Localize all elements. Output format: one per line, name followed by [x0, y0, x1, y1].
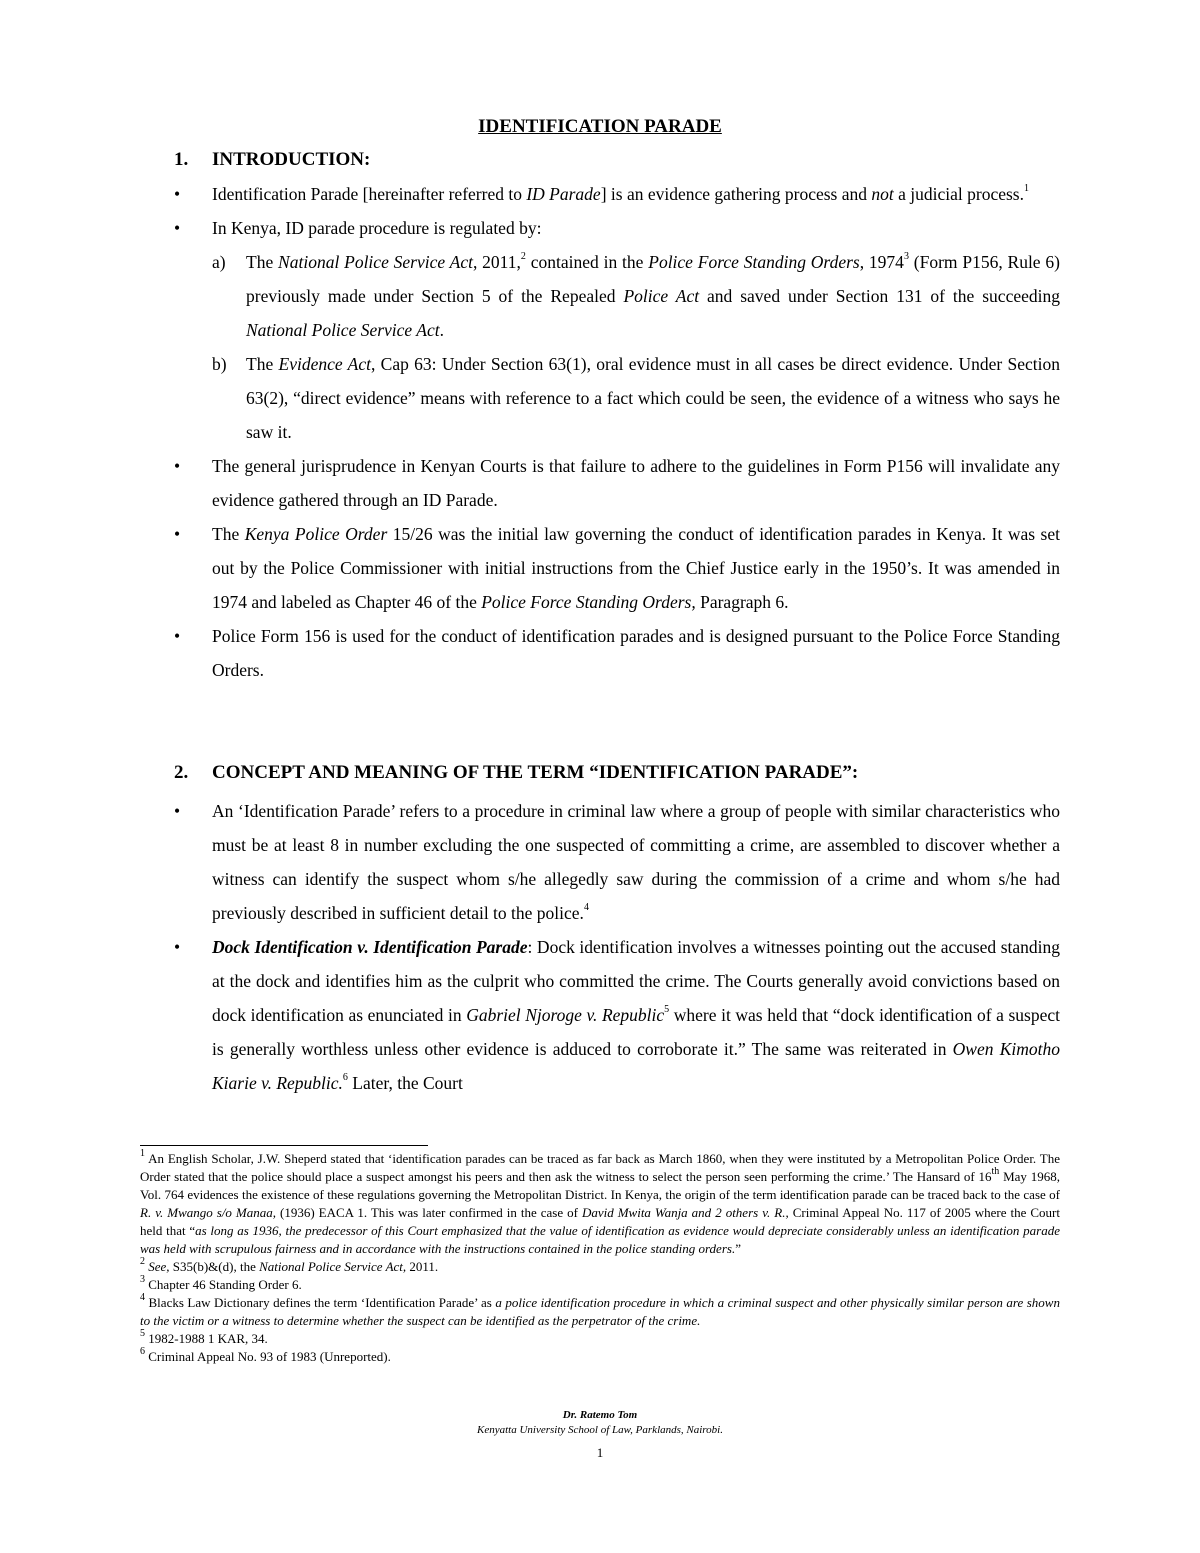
footnote-ref[interactable]: 2 [520, 251, 526, 263]
sub-item-label: b) [212, 354, 227, 374]
page-number: 1 [596, 1445, 604, 1460]
bullet-icon: • [174, 184, 181, 204]
footnote-6: $^6$ Criminal Appeal No. 93 of 1983 (Unreported). [140, 1345, 391, 1364]
section-number: 1. [174, 149, 189, 170]
footnote-separator [140, 1145, 428, 1146]
footnote-ref[interactable]: 5 [664, 1004, 670, 1016]
bullet-icon: • [174, 626, 181, 646]
section-number: 2. [174, 762, 189, 783]
sub-item-label: a) [212, 252, 226, 272]
footnote-5: $^5$ 1982-1988 1 KAR, 34. [140, 1327, 268, 1346]
bullet-item: • An ‘Identification Parade’ refers to a procedure in criminal law where a group of people with similar characteristics who must be at least 8 in number excluding the one suspected of committing a crime, are assembled to discover whether a witness can identify the suspect whom s/he allegedly saw during the commission of a crime and whom s/he had previously described in sufficient detail to the police.$^4$ [174, 794, 1060, 930]
footer-affiliation: Kenyatta University School of Law, Parklands, Nairobi. [477, 1424, 723, 1436]
section-label: CONCEPT AND MEANING OF THE TERM “IDENTIFICATION PARADE”: [212, 762, 859, 783]
bullet-icon: • [174, 937, 181, 957]
bullet-item: • Police Form 156 is used for the conduct of identification parades and is designed pursuant to the Police Force Standing Orders. [174, 619, 1060, 687]
sub-item-a: a) The National Police Service Act, 2011,$^2$ contained in the Police Force Standing Orders, 1974$^3$ (Form P156, Rule 6) previously made under Section 5 of the Repealed Police Act and saved under Section 131 of the succeeding National Police Service Act. [174, 245, 1060, 347]
document-title: IDENTIFICATION PARADE [478, 116, 722, 137]
bullet-item: • Dock Identification v. Identification Parade: Dock identification involves a witnesses pointing out the accused standing at the dock and identifies him as the culprit who committed the crime. The Courts generally avoid convictions based on dock identification as enunciated in Gabriel Njoroge v. Republic$^5$ where it was held that “dock identification of a suspect is generally worthless unless other evidence is adduced to corroborate it.” The same was reiterated in Owen Kimotho Kiarie v. Republic.$^6$ Later, the Court [174, 930, 1060, 1100]
sub-item-b: b) The Evidence Act, Cap 63: Under Section 63(1), oral evidence must in all cases be direct evidence. Under Section 63(2), “direct evidence” means with reference to a fact which could be seen, the evidence of a witness who says he saw it. [174, 347, 1060, 449]
bullet-item: • Identification Parade [hereinafter referred to ID Parade] is an evidence gathering process and not a judicial process.$^1$ [174, 177, 1060, 211]
bullet-icon: • [174, 218, 181, 238]
section-label: INTRODUCTION: [212, 149, 371, 170]
bullet-icon: • [174, 524, 181, 544]
footnote-ref[interactable]: 4 [583, 902, 589, 914]
footnote-3: $^3$ Chapter 46 Standing Order 6. [140, 1273, 302, 1292]
footnote-4: $^4$ Blacks Law Dictionary defines the term ‘Identification Parade’ as a police identification procedure in which a criminal suspect and other physically similar person are shown to the victim or a witness to determine whether the suspect can be identified as the perpetrator of the crime. [140, 1291, 1060, 1328]
footnote-ref[interactable]: 1 [1023, 183, 1029, 195]
footnote-ref[interactable]: 3 [903, 251, 909, 263]
bullet-item: • The general jurisprudence in Kenyan Courts is that failure to adhere to the guidelines in Form P156 will invalidate any evidence gathered through an ID Parade. [174, 449, 1060, 517]
footnote-2: $^2$ See, S35(b)&(d), the National Police Service Act, 2011. [140, 1255, 439, 1274]
footnotes [140, 1147, 1061, 1366]
footnote-1: $^1$ An English Scholar, J.W. Sheperd stated that ‘identification parades can be traced as far back as March 1860, when they were instituted by a Metropolitan Police Order. The Order stated that the police should place a suspect amongst his peers and then ask the witness to select the person seen performing the crime.’ The Hansard of 16th May 1968, Vol. 764 evidences the existence of these regulations governing the Metropolitan District. In Kenya, the origin of the term identification parade can be traced back to the case of R. v. Mwango s/o Manaa, (1936) EACA 1. This was later confirmed in the case of David Mwita Wanja and 2 others v. R., Criminal Appeal No. 117 of 2005 where the Court held that “as long as 1936, the predecessor of this Court emphasized that the value of identification as evidence would depreciate considerably unless an identification parade was held with scrupulous fairness and in accordance with the instructions contained in the police standing orders.” [140, 1147, 1061, 1256]
section-heading-concept [174, 762, 858, 784]
section-1-body [174, 177, 1060, 687]
bullet-icon: • [174, 456, 181, 476]
bullet-item: • In Kenya, ID parade procedure is regulated by: [174, 211, 1060, 245]
section-heading-introduction [174, 149, 370, 171]
footer-author: Dr. Ratemo Tom [562, 1409, 638, 1421]
bullet-icon: • [174, 801, 181, 821]
footnote-ref[interactable]: 6 [342, 1072, 348, 1084]
section-2-body [174, 794, 1060, 1100]
bullet-item: • The Kenya Police Order 15/26 was the initial law governing the conduct of identification parades in Kenya. It was set out by the Police Commissioner with initial instructions from the Chief Justice early in the 1950’s. It was amended in 1974 and labeled as Chapter 46 of the Police Force Standing Orders, Paragraph 6. [174, 517, 1060, 619]
